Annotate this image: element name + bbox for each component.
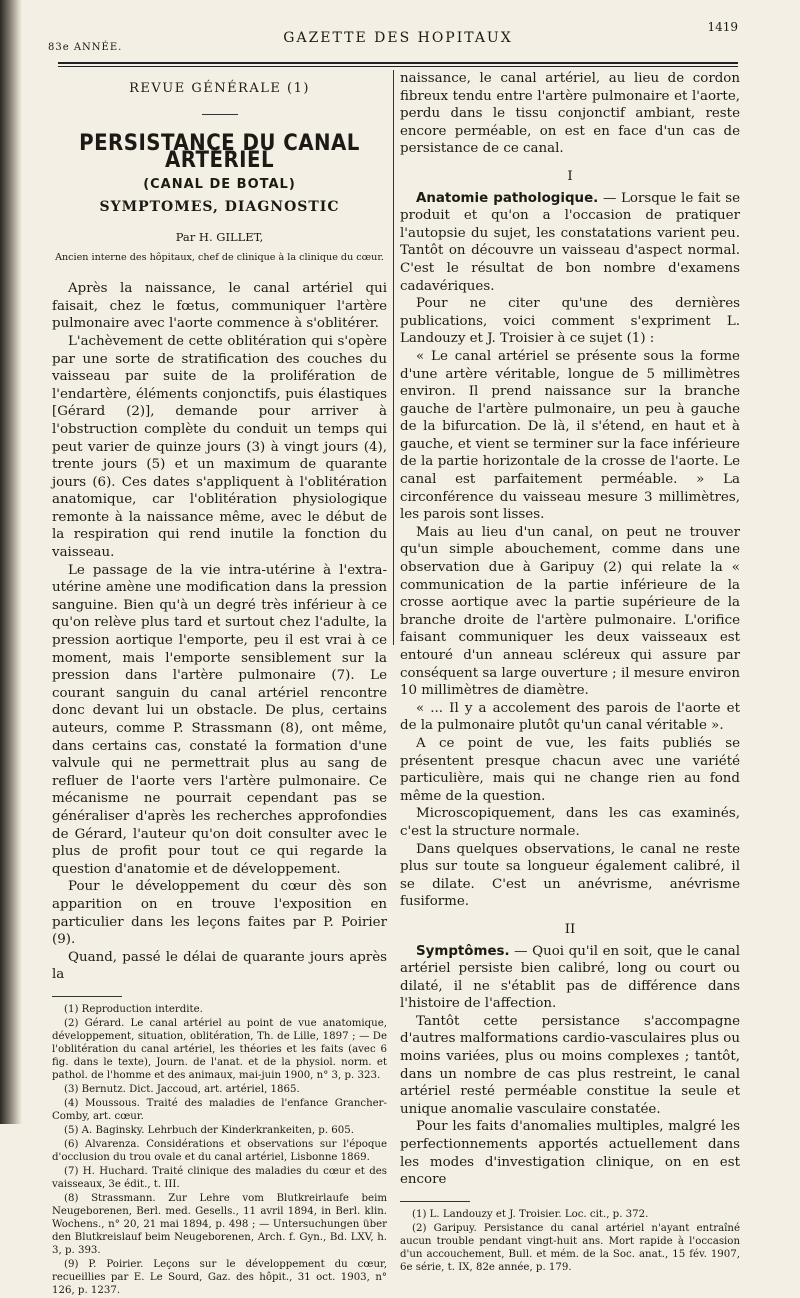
paragraph: Mais au lieu d'un canal, on peut ne trouver qu'un simple abouchement, comme dans une observation due à Garipuy (2) qui relate la « communication de la partie inférieure de la crosse aortique avec la partie supérieure de la branche droite de l'artère pulmonaire. L'orifice faisant communiquer les deux vaisseaux est entouré d'un anneau scléreux qui assure par conséquent sa large ouverture ; il mesure environ 10 millimètres de diamètre. xyxy=(400,524,740,699)
author-affiliation: Ancien interne des hôpitaux, chef de clinique à la clinique du cœur. xyxy=(55,251,384,263)
rubric-title: REVUE GÉNÉRALE (1) xyxy=(129,81,310,96)
right-column xyxy=(400,70,740,1275)
volume-label: 83e ANNÉE. xyxy=(48,42,123,53)
right-footnotes xyxy=(400,1208,740,1274)
section-lead-paragraph xyxy=(400,943,740,1013)
paragraph: « ... Il y a accolement des parois de l'aorte et de la pulmonaire plutôt qu'un canal véritable ». xyxy=(400,700,740,734)
paragraph: A ce point de vue, les faits publiés se présentent presque chacun avec une variété particulière, mais qui ne change rien au fond même de la question. xyxy=(400,735,740,804)
author-line: Par H. GILLET, xyxy=(175,229,264,244)
section-heading: Anatomie pathologique. xyxy=(416,190,599,206)
footnote: (7) H. Huchard. Traité clinique des maladies du cœur et des vaisseaux, 3e édit., t. III. xyxy=(52,1165,387,1190)
journal-title: GAZETTE DES HOPITAUX xyxy=(283,30,513,46)
paragraph: Microscopiquement, dans les cas examinés, c'est la structure normale. xyxy=(400,806,740,839)
footnote: (2) Gérard. Le canal artériel au point de vue anatomique, développement, situation, oblitération, Th. de Lille, 1897 ; — De l'oblitération du canal artériel, les théories et les faits (avec 6 fig. dans le texte), Journ. de l'anat. et de la physiol. norm. et pathol. de l'homme et des animaux, mai-juin 1900, n° 3, p. 323. xyxy=(52,1017,387,1081)
paragraph: Après la naissance, le canal artériel qui faisait, chez le fœtus, communiquer l'artère pulmonaire avec l'aorte commence à s'oblitérer. xyxy=(52,281,387,332)
paragraph: « Le canal artériel se présente sous la forme d'une artère véritable, longue de 5 millimètres environ. Il prend naissance sur la branche gauche de l'artère pulmonaire, un peu à gauche de la bifurcation. De là, il s'étend, en haut et à gauche, et vient se terminer sur la face inférieure de la partie horizontale de la crosse de l'aorte. Le canal est parfaitement perméable. » La circonférence du vaisseau mesure 3 millimètres, les parois sont lisses. xyxy=(400,348,740,523)
footnote: (2) Garipuy. Persistance du canal artériel n'ayant entraîné aucun trouble pendant vingt-huit ans. Mort rapide à l'occasion d'un accouchement, Bull. et mém. de la Soc. anat., 15 fév. 1907, 6e série, t. IX, 82e année, p. 179. xyxy=(400,1222,740,1273)
footnote: (5) A. Baginsky. Lehrbuch der Kinderkrankeiten, p. 605. xyxy=(64,1124,354,1136)
paragraph: Pour les faits d'anomalies multiples, malgré les perfectionnements apportés actuellement dans les modes d'investigation clinique, on en est encore xyxy=(400,1119,740,1188)
page-binding-edge xyxy=(0,0,22,1124)
column-divider xyxy=(393,70,394,645)
footnote: (1) L. Landouzy et J. Troisier. Loc. cit., p. 372. xyxy=(412,1208,649,1220)
footnote: (3) Bernutz. Dict. Jaccoud, art. artériel, 1865. xyxy=(64,1083,300,1095)
title-rule xyxy=(202,114,238,115)
footnote: (8) Strassmann. Zur Lehre vom Blutkreirlaufe beim Neugeborenen, Berl. med. Gesells., 11 avril 1894, in Berl. klin. Wochens., n° 20, 21 mai 1894, p. 498 ; — Untersuchungen über den Blutkreislauf beim Neugeborenen, Arch. f. Gyn., Bd. LXV, h. 3, p. 393. xyxy=(52,1192,387,1256)
paragraph: naissance, le canal artériel, au lieu de cordon fibreux tendu entre l'artère pulmonaire et l'aorte, perdu dans le tissu conjonctif ambiant, reste encore perméable, on est en face d'un cas de persistance de ce canal. xyxy=(400,71,740,157)
paragraph: L'achèvement de cette oblitération qui s'opère par une sorte de stratification des couches du vaisseau par suite de la prolifération de l'endartère, éléments conjonctifs, puis élastiques [Gérard (2)], demande pour arriver à l'obstruction complète du conduit un temps qui peut varier de quinze jours (3) à vingt jours (4), trente jours (5) et un maximum de quarante jours (6). Ces dates s'appliquent à l'oblitération anatomique, car l'oblitération physiologique remonte à la naissance même, avec le début de la respiration qui rend inutile la fonction du vaisseau. xyxy=(52,333,387,561)
footnote-rule xyxy=(400,1201,470,1202)
left-body xyxy=(52,280,387,984)
paragraph-text: — Lorsque le fait se produit et qu'on a l'occasion de pratiquer l'autopsie du sujet, les constatations varient peu. Tantôt on découvre un vaisseau d'aspect normal. C'est le résultat de bon nombre d'examens cadavériques. xyxy=(400,190,740,294)
page-number: 1419 xyxy=(707,20,738,34)
footnote: (1) Reproduction interdite. xyxy=(64,1003,203,1015)
section-heading: Symptômes. xyxy=(416,943,510,959)
paragraph: Quand, passé le délai de quarante jours après la xyxy=(52,949,387,983)
article-title: PERSISTANCE DU CANAL ARTÉRIEL xyxy=(79,130,360,174)
article-subtitle: (CANAL DE BOTAL) xyxy=(143,176,296,192)
right-body xyxy=(400,70,740,1189)
left-column xyxy=(52,70,387,1298)
footnote: (4) Moussous. Traité des maladies de l'enfance Grancher-Comby, art. cœur. xyxy=(52,1097,387,1122)
page-header xyxy=(48,14,738,54)
header-rule-thin xyxy=(58,66,738,67)
paragraph: Dans quelques observations, le canal ne reste plus sur toute sa longueur également calibré, il se dilate. C'est un anévrisme, anévrisme fusiforme. xyxy=(400,841,740,910)
paragraph: Pour ne citer qu'une des dernières publications, voici comment s'expriment L. Landouzy et J. Troisier à ce sujet (1) : xyxy=(400,296,740,347)
paragraph-text: — Quoi qu'il en soit, que le canal artériel persiste bien calibré, long ou court ou dilaté, il ne s'établit pas de différence dans l'histoire de l'affection. xyxy=(400,943,740,1012)
section-number: I xyxy=(567,168,573,184)
footnote: (6) Alvarenza. Considérations et observations sur l'époque d'occlusion du trou ovale et du canal artériel, Lisbonne 1869. xyxy=(52,1138,387,1163)
paragraph: Le passage de la vie intra-utérine à l'extra-utérine amène une modification dans la pression sanguine. Bien qu'à un degré très inférieur à ce qu'on relève plus tard et surtout chez l'adulte, la pression aortique l'emporte, peu il est vrai à ce moment, mais l'emporte sensiblement sur la pression dans l'artère pulmonaire (7). Le courant sanguin du canal artériel rencontre donc devant lui un obstacle. De plus, certains auteurs, comme P. Strassmann (8), ont même, dans certains cas, constaté la formation d'une valvule qui ne permettrait plus au sang de refluer de l'aorte vers l'artère pulmonaire. Ce mécanisme ne pourrait cependant pas se généraliser d'après les recherches approfondies de Gérard, l'auteur qu'on doit consulter avec le plus de profit pour tout ce qui regarde la question d'anatomie et de développement. xyxy=(52,562,387,877)
paragraph: Tantôt cette persistance s'accompagne d'autres malformations cardio-vasculaires plus ou moins variées, plus ou moins complexes ; tantôt, dans un nombre de cas plus restreint, le canal artériel resté perméable constitue la seule et unique anomalie vasculaire constatée. xyxy=(400,1013,740,1117)
paragraph: Pour le développement du cœur dès son apparition on en trouve l'exposition en particulier dans les leçons faites par P. Poirier (9). xyxy=(52,879,387,948)
article-subtitle-2: SYMPTOMES, DIAGNOSTIC xyxy=(99,199,340,216)
left-footnotes xyxy=(52,1003,387,1297)
footnote: (9) P. Poirier. Leçons sur le développement du cœur, recueillies par E. Le Sourd, Gaz. des hôpit., 31 oct. 1903, n° 126, p. 1237. xyxy=(52,1258,387,1296)
section-lead-paragraph xyxy=(400,190,740,296)
header-rule xyxy=(58,62,738,64)
footnote-rule xyxy=(52,996,122,997)
section-number: II xyxy=(564,921,576,937)
